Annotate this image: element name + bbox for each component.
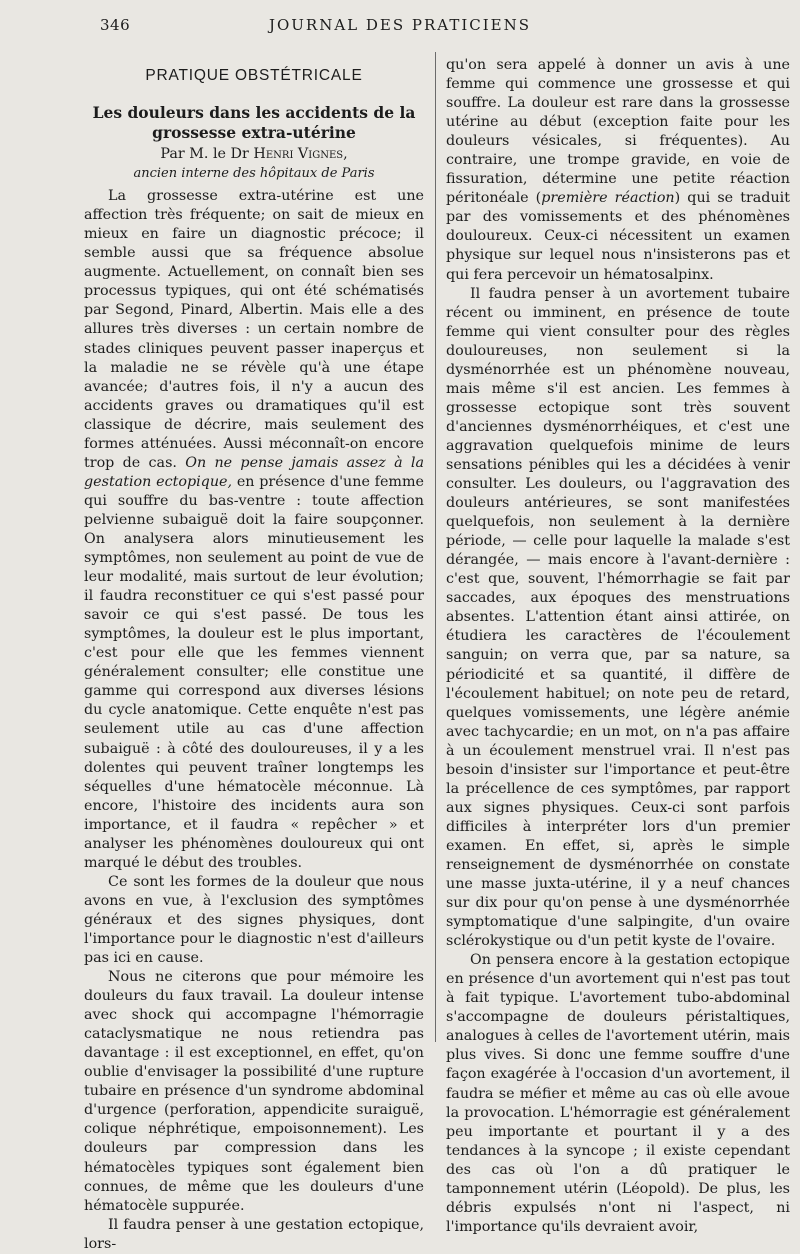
emphasis-text: première réaction xyxy=(541,190,675,207)
column-divider xyxy=(435,52,436,1042)
section-title: PRATIQUE OBSTÉTRICALE xyxy=(145,67,363,84)
left-column xyxy=(84,56,424,1254)
text-run: en présence d'une femme qui souffre du bas-ventre : toute affection pelvienne subaiguë doit la faire soupçonner. On analysera alors minutieusement les symptômes, non seulement au point de vue de leur modalité, mais surtout de leur évolution; il faudra reconstituer ce qui s'est passé pour savoir ce qui s'est passé. De tous les symptômes, la douleur est le plus important, c'est pour elle que les femmes viennent généralement consulter; elle constitue une gamme qui correspond aux diverses lésions du cycle anatomique. Cette enquête n'est pas seulement utile au cas d'une affection subaiguë : à côté des douloureuses, il y a les dolentes qui peuvent traîner longtemps les séquelles d'une hématocèle méconnue. Là encore, l'histoire des incidents aura son importance, et il faudra « repêcher » et analyser les phénomènes douloureux qui ont marqué le début des troubles. xyxy=(84,473,425,871)
text-run: ) qui se traduit par des vomissements et des phénomènes douloureux. Ceux-ci nécessitent un examen physique sur lequel nous n'insisterons pas et qui fera percevoir un hématosalpinx. xyxy=(446,190,790,283)
paragraph xyxy=(84,187,424,873)
text-run: La grossesse extra-utérine est une affection très fréquente; on sait de mieux en mieux en faire un diagnostic précoce; il semble aussi que sa fréquence absolue augmente. Actuellement, on connaît bien ses processus typiques, qui ont été schématisés par Segond, Pinard, Albertin. Mais elle a des allures très diverses : un certain nombre de stades cliniques peuvent passer inaperçus et la maladie ne se révèle qu'à une étape avancée; d'autres fois, il n'y a aucun des accidents graves ou dramatiques qu'il est classique de décrire, mais seulement des formes atténuées. Aussi méconnaît-on encore trop de cas. xyxy=(84,188,424,471)
byline xyxy=(84,145,424,164)
byline-author: Henri Vignes, xyxy=(253,146,348,163)
paragraph: Il faudra penser à une gestation ectopique, lors- xyxy=(84,1216,424,1252)
paragraph: Nous ne citerons que pour mémoire les douleurs du faux travail. La douleur intense avec shock qui accompagne l'hémorragie cataclysmatique ne nous retiendra pas davantage : il est exceptionnel, en effet, qu'on oublie d'envisager la possibilité d'une rupture tubaire en présence d'un syndrome abdominal d'urgence (perforation, appendicite suraiguë, colique néphrétique, empoisonnement). Les douleurs par compression dans les hématocèles typiques sont également bien connues, de même que les douleurs d'une hématocèle suppurée. xyxy=(84,969,424,1214)
paragraph: Ce sont les formes de la douleur que nous avons en vue, à l'exclusion des symptômes généraux et des signes physiques, dont l'importance pour le diagnostic n'est d'ailleurs pas ici en cause. xyxy=(84,873,424,967)
paragraph xyxy=(446,56,790,285)
emphasis-text: On ne pense jamais assez à la gestation ectopique, xyxy=(84,454,424,490)
paragraph: Il faudra penser à un avortement tubaire récent ou imminent, en présence de toute femme qui vient consulter pour des règles douloureuses, non seulement si la dysménorrhée est un phénomène nouveau, mais même s'il est ancien. Les femmes à grossesse ectopique sont très souvent d'anciennes dysménorrhéiques, et c'est une aggravation quelquefois minime de leurs sensations pénibles qui les a décidées à venir consulter. Les douleurs, ou l'aggravation des douleurs antérieures, se sont manifestées quelquefois, non seulement à la dernière période, — celle pour laquelle la malade s'est dérangée, — mais encore à l'avant-dernière : c'est que, souvent, l'hémorrhagie se fait par saccades, aux époques des menstruations absentes. L'attention étant ainsi attirée, on étudiera les caractères de l'écoulement sanguin; on verra que, par sa nature, sa périodicité et sa quantité, il diffère de l'écoulement habituel; on note peu de retard, quelques vomissements, une légère anémie avec tachycardie; en un mot, on n'a pas affaire à un écoulement menstruel vrai. Il n'est pas besoin d'insister sur l'importance et peut-être la précellence de ces symptômes, par rapport aux signes physiques. Ceux-ci sont parfois difficiles à interpréter lors d'un premier examen. En effet, si, après le simple renseignement de dysménorrhée on constate une masse juxta-utérine, il y a neuf chances sur dix pour qu'on pense à une dysménorrhée symptomatique d'une salpingite, d'un ovaire sclérokystique ou d'un petit kyste de l'ovaire. xyxy=(446,285,790,950)
byline-prefix: Par M. le Dr xyxy=(160,146,249,163)
article-title: Les douleurs dans les accidents de la grossesse extra-utérine xyxy=(92,103,416,143)
running-head: JOURNAL DES PRATICIENS xyxy=(268,16,532,34)
page-number: 346 xyxy=(100,16,131,34)
text-run: qu'on sera appelé à donner un avis à une femme qui commence une grossesse et qui souffre. La douleur est rare dans la grossesse utérine au début (exception faite pour les douleurs vésicales, si fréquentes). Au contraire, une trompe gravide, en voie de fissuration, détermine une petite réaction péritonéale ( xyxy=(446,57,790,207)
paragraph: On pensera encore à la gestation ectopique en présence d'un avortement qui n'est pas tout à fait typique. L'avortement tubo-abdominal s'accompagne de douleurs péristaltiques, analogues à celles de l'avortement utérin, mais plus vives. Si donc une femme souffre d'une façon exagérée à l'occasion d'un avortement, il faudra se méfier et même au cas où elle avoue la provocation. L'hémorragie est généralement peu importante et pourtant il y a des tendances à la syncope ; il existe cependant des cas où l'on a dû pratiquer le tamponnement utérin (Léopold). De plus, les débris expulsés n'ont ni l'aspect, ni l'importance qu'ils devraient avoir, xyxy=(446,952,790,1235)
right-column xyxy=(446,56,790,1237)
author-affiliation: ancien interne des hôpitaux de Paris xyxy=(133,166,375,182)
